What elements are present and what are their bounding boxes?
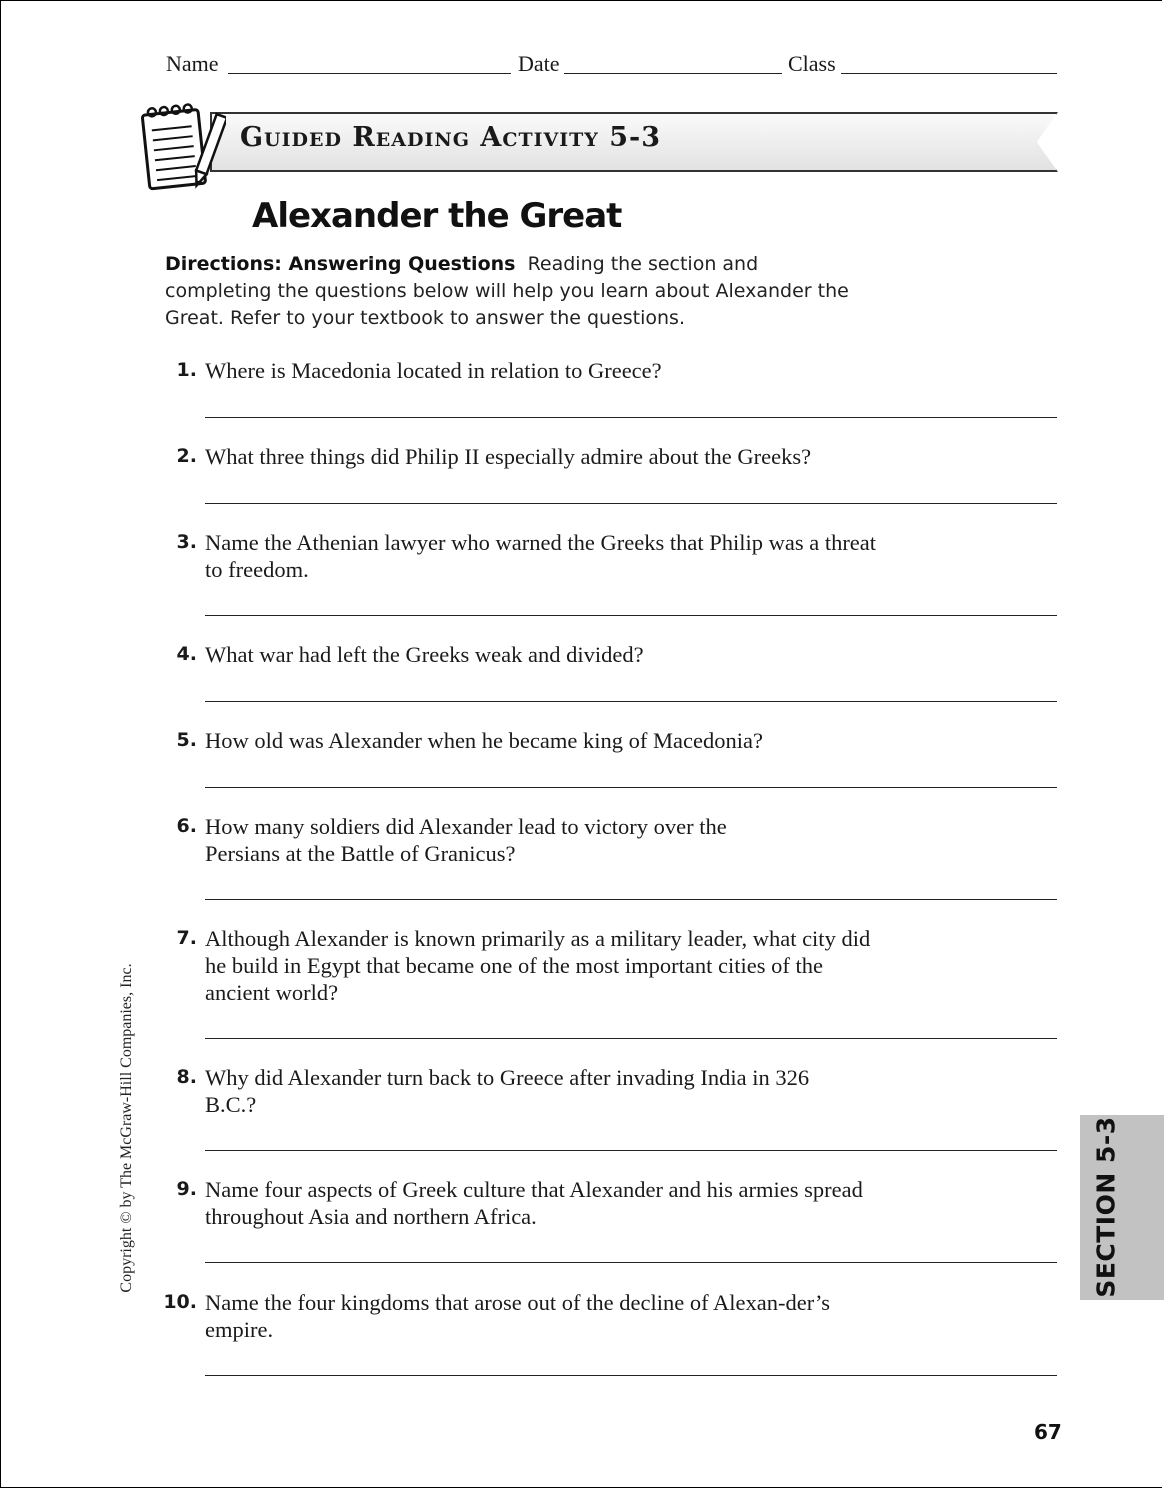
question-text: Why did Alexander turn back to Greece after invading India in 326 B.C.? (205, 1065, 810, 1117)
question-text: Where is Macedonia located in relation to Greece? (205, 358, 662, 383)
answer-line[interactable] (205, 417, 1057, 418)
date-field[interactable] (564, 73, 782, 74)
directions-text: Reading the section and completing the questions below will help you learn about Alexander the Great. Refer to your textbook to answer the questions. (165, 253, 849, 329)
page-number: 67 (1034, 1420, 1062, 1444)
question-number: 5. (176, 729, 197, 751)
question-number: 9. (176, 1178, 197, 1200)
answer-line[interactable] (205, 503, 1057, 504)
page-title: Alexander the Great (252, 196, 622, 236)
name-label: Name (166, 51, 219, 76)
answer-line[interactable] (205, 701, 1057, 702)
question-number: 4. (176, 643, 197, 665)
question-text: How many soldiers did Alexander lead to victory over the Persians at the Battle of Granicus? (205, 814, 727, 866)
question-number: 7. (176, 927, 197, 949)
question-number: 10. (163, 1291, 197, 1313)
question-text: Although Alexander is known primarily as a military leader, what city did he build in Egypt that became one of the most important cities of the ancient world? (205, 926, 871, 1005)
question-text: What war had left the Greeks weak and divided? (205, 642, 644, 667)
question-number: 8. (176, 1066, 197, 1088)
class-label: Class (788, 51, 836, 76)
answer-line[interactable] (205, 615, 1057, 616)
question-number: 3. (176, 531, 197, 553)
answer-line[interactable] (205, 1375, 1057, 1376)
question-number: 1. (176, 359, 197, 381)
section-tab-label: SECTION 5-3 (1091, 1116, 1121, 1298)
answer-line[interactable] (205, 1150, 1057, 1151)
question-text: Name four aspects of Greek culture that Alexander and his armies spread throughout Asia and northern Africa. (205, 1177, 863, 1229)
question-text: What three things did Philip II especially admire about the Greeks? (205, 444, 812, 469)
directions (165, 251, 865, 332)
question-number: 2. (176, 445, 197, 467)
answer-line[interactable] (205, 1262, 1057, 1263)
question-number: 6. (176, 815, 197, 837)
activity-title: Guided Reading Activity 5-3 (240, 122, 661, 153)
question-text: Name the Athenian lawyer who warned the Greeks that Philip was a threat to freedom. (205, 530, 877, 582)
copyright-notice: Copyright © by The McGraw-Hill Companies, Inc. (118, 963, 135, 1293)
notebook-pencil-icon (136, 100, 226, 194)
name-field[interactable] (228, 73, 511, 74)
answer-line[interactable] (205, 787, 1057, 788)
answer-line[interactable] (205, 899, 1057, 900)
question-text: How old was Alexander when he became king of Macedonia? (205, 728, 763, 753)
class-field[interactable] (841, 73, 1057, 74)
answer-line[interactable] (205, 1038, 1057, 1039)
question-text: Name the four kingdoms that arose out of the decline of Alexan-der’s empire. (205, 1290, 831, 1342)
directions-lead: Directions: Answering Questions (165, 253, 516, 275)
date-label: Date (518, 51, 560, 76)
